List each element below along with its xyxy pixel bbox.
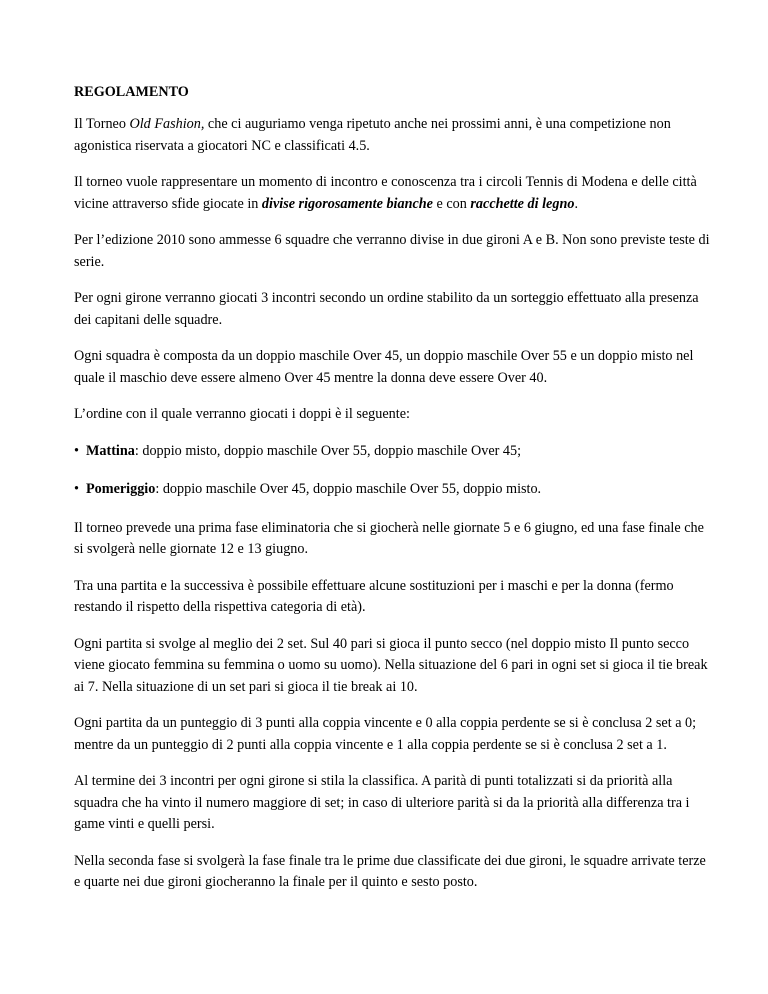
paragraph-schedule: Il torneo prevede una prima fase eliminatoria che si giocherà nelle giornate 5 e 6 giugno, ed una fase finale che si svolgerà nelle giornate 12 e 13 giugno. (74, 519, 704, 557)
morning-text: : doppio misto, doppio maschile Over 55, doppio maschile Over 45; (134, 442, 522, 459)
purpose-text-e: . (574, 195, 578, 212)
paragraph-points: Ogni partita da un punteggio di 3 punti alla coppia vincente e 0 alla coppia perdente se si è conclusa 2 set a 0; mentre da un punteggio di 2 punti alla coppia vincente e 1 alla coppia perdente se si è conclusa 2 set a 1. (74, 715, 697, 753)
intro-text-c: che ci auguriamo venga ripetuto anche nei prossimi anni, è una competizione non agonistica riservata a giocatori NC e classificati 4.5. (74, 116, 671, 154)
white-attire-emphasis: divise rigorosamente bianche (261, 195, 433, 212)
morning-label: Mattina (86, 442, 135, 459)
bullet-icon: • (74, 442, 79, 459)
paragraph-substitutions: Tra una partita e la successiva è possibile effettuare alcune sostituzioni per i maschi e per la donna (fermo restando il rispetto della rispettiva categoria di età). (74, 577, 674, 615)
purpose-text-a: Il torneo vuole rappresentare un momento di incontro e conoscenza tra i circoli Tennis di Modena e delle città vicine attraverso sfide giocate in (74, 174, 697, 212)
list-item-morning (74, 441, 714, 463)
paragraph-purpose (74, 172, 714, 215)
list-item-afternoon (74, 479, 714, 501)
purpose-text-c: e con (432, 195, 471, 212)
paragraph-order-intro: L’ordine con il quale verranno giocati i doppi è il seguente: (74, 406, 410, 422)
paragraph-intro (74, 114, 714, 157)
paragraph-scoring: Ogni partita si svolge al meglio dei 2 set. Sul 40 pari si gioca il punto secco (nel doppio misto Il punto secco viene giocato femmina su femmina o uomo su uomo). Nella situazione del 6 pari in ogni set si gioca il tie break ai 7. Nella situazione di un set pari si gioca il tie break ai 10. (74, 635, 708, 695)
paragraph-groups: Per ogni girone verranno giocati 3 incontri secondo un ordine stabilito da un sorteggio effettuato alla presenza dei capitani delle squadre. (74, 290, 699, 328)
paragraph-composition: Ogni squadra è composta da un doppio maschile Over 45, un doppio maschile Over 55 e un doppio misto nel quale il maschio deve essere almeno Over 45 mentre la donna deve essere Over 40. (74, 348, 694, 386)
paragraph-final-phase: Nella seconda fase si svolgerà la fase finale tra le prime due classificate dei due gironi, le squadre arrivate terze e quarte nei due gironi giocheranno la finale per il quinto e sesto posto. (74, 852, 706, 890)
wooden-racquets-emphasis: racchette di legno (470, 195, 575, 212)
paragraph-teams: Per l’edizione 2010 sono ammesse 6 squadre che verranno divise in due gironi A e B. Non sono previste teste di serie. (74, 232, 710, 270)
document-page (74, 85, 714, 909)
paragraph-ranking: Al termine dei 3 incontri per ogni girone si stila la classifica. A parità di punti totalizzati si da priorità alla squadra che ha vinto il numero maggiore di set; in caso di ulteriore parità si da la priorità alla differenza tra i game vinti e quelli persi. (74, 773, 690, 832)
intro-text-a: Il Torneo (74, 116, 130, 132)
bullet-icon: • (74, 481, 79, 497)
afternoon-label: Pomeriggio (86, 481, 156, 497)
document-title: REGOLAMENTO (74, 84, 189, 100)
afternoon-text: : doppio maschile Over 45, doppio maschile Over 55, doppio misto. (155, 481, 542, 497)
tournament-name: Old Fashion, (129, 116, 205, 132)
